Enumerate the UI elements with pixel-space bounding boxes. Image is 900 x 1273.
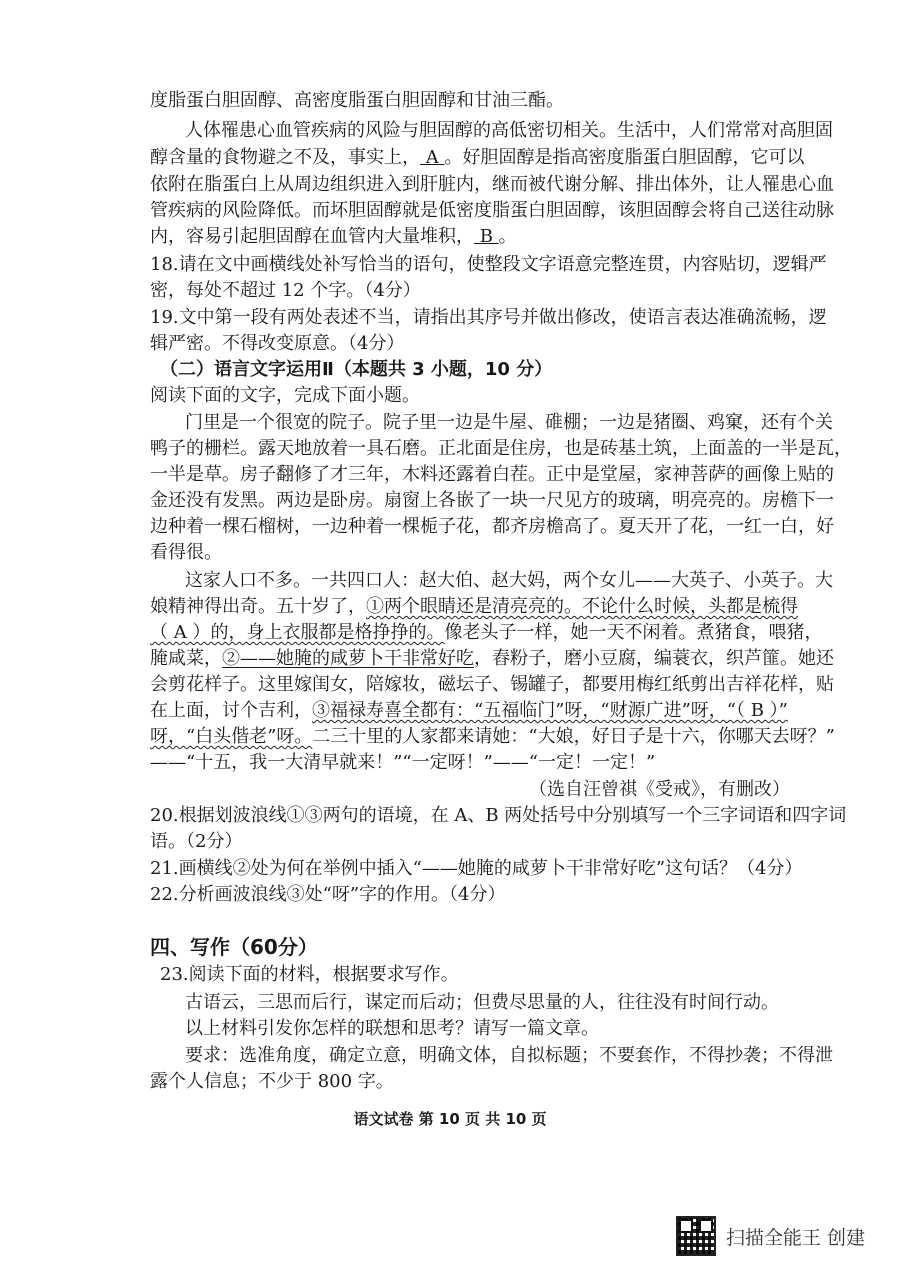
passage2-line: 门里是一个很宽的院子。院子里一边是牛屋、碓棚；一边是猪圈、鸡窠，还有个关 — [185, 412, 833, 433]
text: 18.请在文中画横线处补写恰当的语句，使整段文字语意完整连贯，内容贴切，逻辑严 — [150, 254, 827, 275]
question-18 — [150, 252, 827, 278]
qr-code-icon — [676, 1216, 716, 1256]
section-heading: 四、写作（60分） — [150, 935, 318, 959]
passage1-line — [150, 145, 805, 171]
passage2-line — [150, 646, 834, 672]
writing-material: 古语云，三思而后行，谋定而后动；但费尽思量的人，往往没有时间行动。 — [185, 992, 779, 1013]
text: 娘精神得出奇。五十岁了， — [150, 596, 366, 617]
passage2-line: 一半是草。房子翻修了才三年，木料还露着白茬。正中是堂屋，家神菩萨的画像上贴的 — [150, 464, 834, 485]
underlined-sentence-2: ②——她腌的咸萝卜干非常好吃 — [222, 648, 474, 669]
passage2-line — [150, 724, 835, 750]
wavy-sentence-3: ③福禄寿喜全都有：“五福临门”呀，“财源广进”呀，“（ B ）” — [312, 700, 788, 721]
text: 腌咸菜， — [150, 648, 222, 669]
writing-requirements: 要求：选准角度，确定立意，明确文体，自拟标题；不要套作，不得抄袭；不得泄 — [185, 1045, 833, 1066]
passage2-line: 会剪花样子。这里嫁闺女，陪嫁妆，磁坛子、锡罐子，都要用梅红纸剪出吉祥花样，贴 — [150, 674, 834, 695]
writing-prompt: 以上材料引发你怎样的联想和思考？请写一篇文章。 — [185, 1018, 599, 1039]
text: 人体罹患心血管疾病的风险与胆固醇的高低密切相关。生活中，人们常常对高胆固 — [185, 120, 833, 141]
text: 像老头子一样，她一天不闲着。煮猪食，喂猪， — [444, 622, 823, 643]
passage2-line: 这家人口不多。一共四口人：赵大伯、赵大妈，两个女儿——大英子、小英子。大 — [185, 570, 833, 591]
text: 19.文中第一段有两处表述不当，请指出其序号并做出修改，使语言表达准确流畅，逻 — [150, 307, 827, 328]
text: 二三十里的人家都来请她：“大娘，好日子是十六，你哪天去呀？” — [312, 726, 835, 747]
passage2-line: 金还没有发黑。两边是卧房。扇窗上各嵌了一块一尺见方的玻璃，明亮亮的。房檐下一 — [150, 490, 834, 511]
question-23: 23.阅读下面的材料，根据要求写作。 — [160, 964, 459, 985]
passage2-line — [150, 594, 798, 620]
blank-b: B — [474, 226, 499, 247]
page-footer: 语文试卷 第 10 页 共 10 页 — [353, 1110, 547, 1128]
text: 醇含量的食物避之不及，事实上， — [150, 147, 420, 168]
scanner-watermark — [676, 1216, 865, 1256]
writing-requirements-cont: 露个人信息；不少于 800 字。 — [150, 1071, 394, 1092]
question-19-cont — [150, 331, 790, 357]
passage2-line — [150, 620, 823, 646]
instruction: 阅读下面的文字，完成下面小题。 — [150, 385, 420, 406]
text: 依附在脂蛋白上从周边组织进入到肝脏内，继而被代谢分解、排出体外，让人罹患心血 — [150, 174, 834, 195]
source-citation: （选自汪曾祺《受戒》，有删改） — [529, 779, 790, 800]
question-20-cont: 语。（2分） — [150, 831, 243, 852]
question-21: 21.画横线②处为何在举例中插入“——她腌的咸萝卜干非常好吃”这句话？（4分） — [150, 858, 803, 879]
text: 辑严密。不得改变原意。（4分） — [150, 333, 405, 354]
passage2-line: ——“十五，我一大清早就来！”“一定呀！”——“一定！一定！” — [150, 752, 656, 773]
text: 。好胆固醇是指高密度脂蛋白胆固醇，它可以 — [444, 147, 805, 168]
section-heading: （二）语言文字运用Ⅱ（本题共 3 小题，10 分） — [160, 359, 553, 380]
blank-a: A — [420, 147, 445, 168]
passage2-line — [150, 698, 790, 724]
wavy-sentence-1: ①两个眼睛还是清亮亮的。不论什么时候，头都是梳得 — [366, 596, 798, 617]
passage1-line — [150, 172, 834, 198]
text: 在上面，讨个吉利， — [150, 700, 312, 721]
question-22: 22.分析画波浪线③处“呀”字的作用。（4分） — [150, 884, 506, 905]
question-18-cont — [150, 278, 790, 304]
passage1-line — [185, 118, 833, 144]
wavy-sentence-3-cont: 呀，“白头偕老”呀。 — [150, 726, 313, 747]
passage1-line — [150, 224, 790, 250]
wavy-sentence-1-cont: （ A ）的，身上衣服都是格挣挣的。 — [150, 622, 445, 643]
text: 。 — [498, 226, 517, 247]
text: 内，容易引起胆固醇在血管内大量堆积， — [150, 226, 474, 247]
watermark-text: 扫描全能王 创建 — [726, 1226, 866, 1249]
text: 密，每处不超过 12 个字。（4分） — [150, 280, 421, 301]
passage1-line — [150, 198, 834, 224]
text: ，舂粉子，磨小豆腐，编蓑衣，织芦篚。她还 — [474, 648, 834, 669]
text: 度脂蛋白胆固醇、高密度脂蛋白胆固醇和甘油三酯。 — [150, 90, 564, 111]
passage2-line: 看得很。 — [150, 542, 222, 563]
passage2-line: 鸭子的栅栏。露天地放着一具石磨。正北面是住房，也是砖基土筑，上面盖的一半是瓦， — [150, 438, 852, 459]
text: 管疾病的风险降低。而坏胆固醇就是低密度脂蛋白胆固醇，该胆固醇会将自己送往动脉 — [150, 200, 834, 221]
question-20: 20.根据划波浪线①③两句的语境，在 A、B 两处括号中分别填写一个三字词语和四字词 — [150, 805, 847, 826]
passage1-line — [150, 88, 790, 114]
question-19 — [150, 305, 827, 331]
passage2-line: 边种着一棵石榴树，一边种着一棵栀子花，都齐房檐高了。夏天开了花，一红一白，好 — [150, 516, 834, 537]
